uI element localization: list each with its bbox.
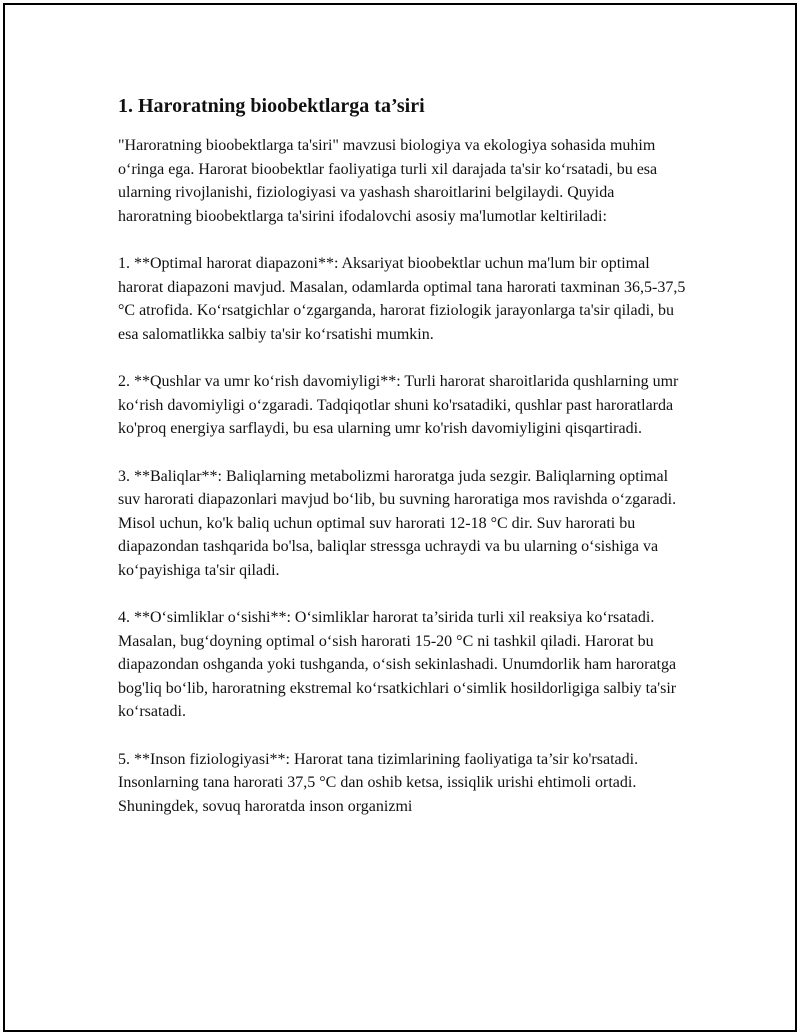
paragraph-plant-growth: 4. **Oʻsimliklar oʻsishi**: Oʻsimliklar harorat ta’sirida turli xil reaksiya koʻrsatadi. Masalan, bugʻdoyning optimal oʻsish harorati 15-20 °C ni tashkil qiladi. Harorat bu diapazondan oshganda yoki tushganda, oʻsish sekinlashadi. Unumdorlik ham haroratga bog'liq boʻlib, haroratning ekstremal koʻrsatkichlari oʻsimlik hosildorligiga salbiy ta'sir koʻrsatadi.	[118, 609, 677, 720]
section-heading: 1. Haroratning bioobektlarga ta’siri	[118, 95, 425, 117]
paragraph-birds-lifespan: 2. **Qushlar va umr koʻrish davomiyligi**: Turli harorat sharoitlarida qushlarning umr koʻrish davomiyligi oʻzgaradi. Tadqiqotlar shuni ko'rsatadiki, qushlar past haroratlarda ko'proq energiya sarflaydi, bu esa ularning umr ko'rish davomiyligini qisqartiradi.	[118, 373, 679, 437]
paragraph-fish: 3. **Baliqlar**: Baliqlarning metabolizmi haroratga juda sezgir. Baliqlarning optimal suv harorati diapazonlari mavjud boʻlib, bu suvning haroratiga mos ravishda oʻzgaradi. Misol uchun, ko'k baliq uchun optimal suv harorati 12-18 °C dir. Suv harorati bu diapazondan tashqarida bo'lsa, baliqlar stressga uchraydi va bu ularning oʻsishiga va koʻpayishiga ta'sir qiladi.	[118, 467, 677, 579]
paragraph-optimal-temperature: 1. **Optimal harorat diapazoni**: Aksariyat bioobektlar uchun ma'lum bir optimal harorat diapazoni mavjud. Masalan, odamlarda optimal tana harorati taxminan 36,5-37,5 °C atrofida. Koʻrsatgichlar oʻzgarganda, harorat fiziologik jarayonlarga ta'sir qiladi, bu esa salomatlikka salbiy ta'sir koʻrsatishi mumkin.	[118, 255, 686, 343]
intro-paragraph: "Haroratning bioobektlarga ta'siri" mavzusi biologiya va ekologiya sohasida muhim oʻringa ega. Harorat bioobektlar faoliyatiga turli xil darajada ta'sir koʻrsatadi, bu esa ularning rivojlanishi, fiziologiyasi va yashash sharoitlarini belgilaydi. Quyida haroratning bioobektlarga ta'sirini ifodalovchi asosiy ma'lumotlar keltiriladi:	[118, 137, 658, 225]
document-body	[118, 92, 688, 842]
paragraph-human-physiology: 5. **Inson fiziologiyasi**: Harorat tana tizimlarining faoliyatiga ta’sir ko'rsatadi. Insonlarning tana harorati 37,5 °C dan oshib ketsa, issiqlik urishi ehtimoli ortadi. Shuningdek, sovuq haroratda inson organizmi	[118, 750, 639, 815]
